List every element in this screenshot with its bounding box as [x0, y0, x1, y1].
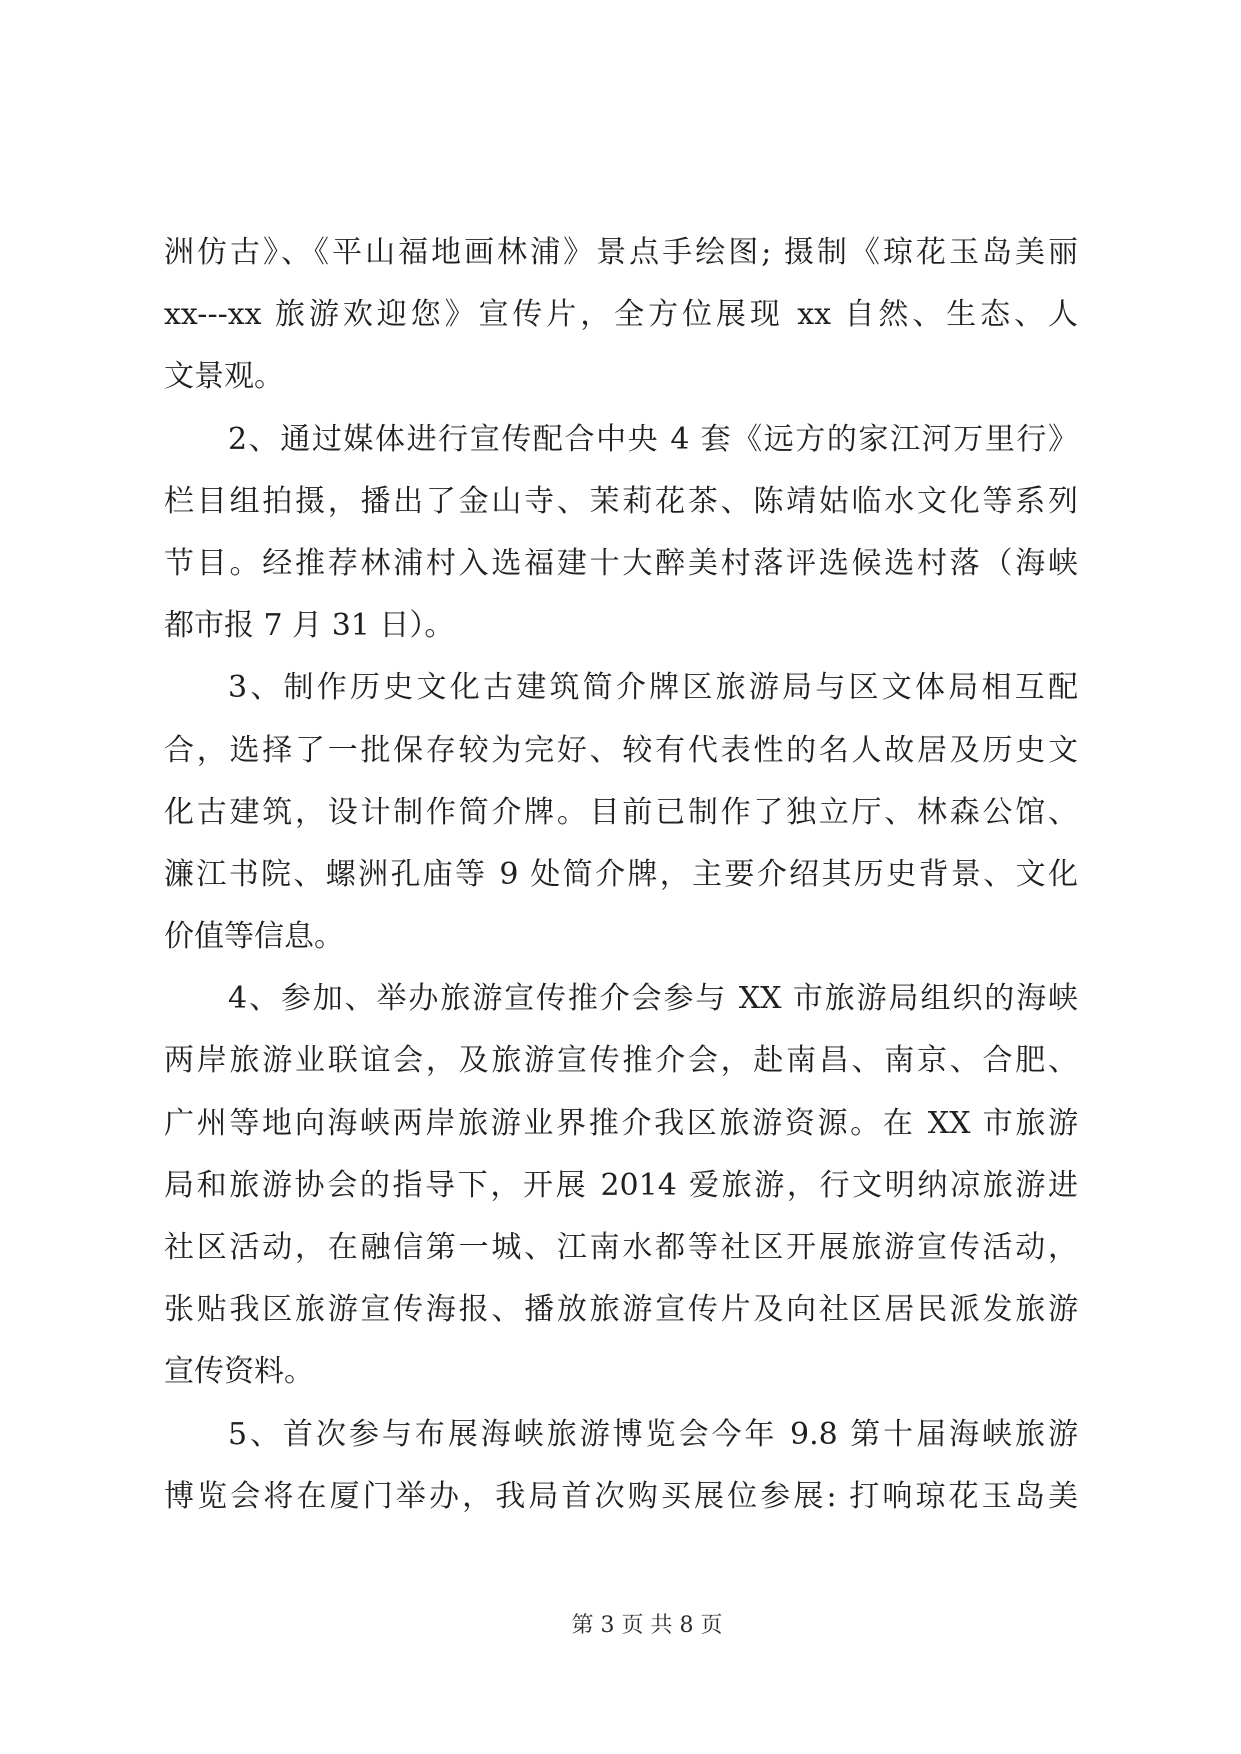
- text-line: 5、首次参与布展海峡旅游博览会今年 9.8 第十届海峡旅游: [228, 1416, 1078, 1452]
- text-line: 社区活动，在融信第一城、江南水都等社区开展旅游宣传活动，: [164, 1230, 1078, 1265]
- document-body: [164, 222, 1078, 1528]
- paragraph: [164, 968, 1078, 1403]
- text-line: 广州等地向海峡两岸旅游业界推介我区旅游资源。在 XX 市旅游: [164, 1105, 1078, 1141]
- text-line: 洲仿古》、《平山福地画林浦》景点手绘图; 摄制《琼花玉岛美丽: [164, 235, 1078, 270]
- text-line: 博览会将在厦门举办，我局首次购买展位参展: 打响琼花玉岛美: [164, 1478, 1078, 1514]
- text-line: 化古建筑，设计制作简介牌。目前已制作了独立厅、林森公馆、: [164, 794, 1078, 830]
- text-line: xx---xx 旅游欢迎您》宣传片，全方位展现 xx 自然、生态、人: [164, 297, 1078, 333]
- text-line: 4、参加、举办旅游宣传推介会参与 XX 市旅游局组织的海峡: [228, 981, 1078, 1017]
- text-line: 合，选择了一批保存较为完好、较有代表性的名人故居及历史文: [164, 732, 1078, 768]
- page-footer: 第 3 页 共 8 页: [571, 1613, 723, 1638]
- paragraph: [164, 409, 1078, 658]
- text-line: 节目。经推荐林浦村入选福建十大醉美村落评选候选村落（海峡: [164, 545, 1078, 581]
- text-line: 局和旅游协会的指导下，开展 2014 爱旅游，行文明纳凉旅游进: [164, 1167, 1078, 1203]
- paragraph: [164, 1404, 1078, 1528]
- text-line: 两岸旅游业联谊会，及旅游宣传推介会，赴南昌、南京、合肥、: [164, 1043, 1078, 1079]
- text-line: 价值等信息。: [164, 919, 344, 955]
- text-line: 栏目组拍摄，播出了金山寺、茉莉花茶、陈靖姑临水文化等系列: [164, 483, 1078, 519]
- text-line: 3、制作历史文化古建筑简介牌区旅游局与区文体局相互配: [228, 670, 1078, 706]
- text-line: 濂江书院、螺洲孔庙等 9 处简介牌，主要介绍其历史背景、文化: [164, 856, 1078, 892]
- text-line: 2、通过媒体进行宣传配合中央 4 套《远方的家江河万里行》: [228, 421, 1078, 457]
- paragraph: [164, 222, 1078, 409]
- text-line: 张贴我区旅游宣传海报、播放旅游宣传片及向社区居民派发旅游: [164, 1292, 1078, 1328]
- text-line: 都市报 7 月 31 日）。: [164, 608, 455, 644]
- text-line: 宣传资料。: [164, 1354, 314, 1390]
- paragraph: [164, 657, 1078, 968]
- text-line: 文景观。: [164, 359, 284, 395]
